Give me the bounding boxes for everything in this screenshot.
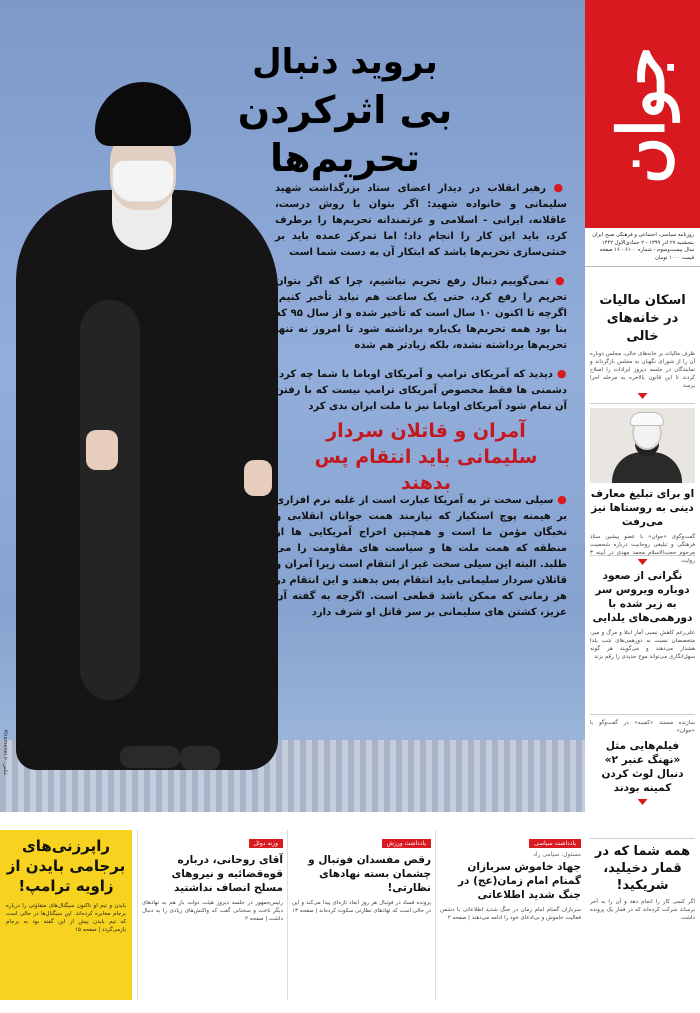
figure-turban [95,82,191,146]
sidebar-story[interactable] [590,719,695,839]
figure-hand-right [244,460,272,496]
hero-paragraph-text: نمی‌گوییم دنبال رفع تحریم نباشیم، چرا که اگر بتوان تحریم را رفع کرد، حتی یک ساعت هم نباید تأخیر کنیم. اگرچه تا اکنون ۱۰ سال است که تأخیر شده و از سال ۹۵ که بنا بود همه تحریم‌ها یک‌باره برداشته شود تا امروز نه تنها تحریم‌ها برداشته نشده، بلکه زیادتر هم شده [275,276,567,351]
paper-info [585,228,700,267]
sub-headline[interactable]: آمران و قاتلان سردار سلیمانی باید انتقام پس بدهند [314,420,538,494]
info-line: پنجشنبه ۲۷ آذر ۱۳۹۹ - ۲ جمادی‌الاول ۱۴۴۲ [601,239,694,246]
bullet-icon: ● [556,367,567,380]
sidebar-story[interactable] [590,843,695,1013]
hero-paragraph [275,273,567,354]
hero-paragraph-text: دیدید که آمریکای ترامپ و آمریکای اوباما با شما چه کرد؛ دشمنی ها فقط مخصوص آمریکای ترامپ نیست که با رفتن آن تمام شود آمریکای اوباما نیز با ملت ایران بدی کرد [275,369,567,412]
bullet-icon: ● [554,274,567,287]
bullet-icon: ● [557,493,568,506]
hero-paragraph-text: رهبر انقلاب در دیدار اعضای ستاد بزرگداشت شهید سلیمانی و خانواده شهید: اگر بتوان با روش درست، عاقلانه، ایرانی - اسلامی و عزتمندانه تحریم‌ها را برطرف کرد، باید این کار را انجام داد؛ اما تمرکز عمده باید بر خنثی‌سازی تحریم‌ها باشد که ابتکار آن به دست شما است [275,183,567,258]
section-tag: یادداشت سیاسی [529,839,581,848]
sidebar-story-title[interactable]: همه شما که در قمار دخیلید، شریکید! [594,844,691,893]
sidebar-story-text: سازنده مستند «کمینه» در گفت‌وگو با «جوان» [590,720,695,734]
info-line: قیمت ۱۰۰۰ تومان [655,254,694,261]
sidebar-story-text: اگر کسی کار را انجام دهد و آن را به آخر برساند شرکت کرده‌اند که در قمار یک پرونده داشت [590,899,695,921]
sidebar [585,288,700,1000]
bottom-story-title[interactable]: جهاد خاموش سربازان گمنام امام زمان(عج) در جنگ شدید اطلاعاتی [458,861,581,901]
masthead [585,0,700,245]
red-marker-icon [638,559,648,565]
sidebar-story-title[interactable]: او برای تبلیغ معارف دینی به روستاها نیز می‌رفت [590,488,695,528]
figure-shoe-left [120,746,180,768]
section-tag: وزنه دوئل [249,839,283,848]
hero-paragraph [275,366,567,415]
main-headline[interactable]: بی اثرکردن تحریم‌ها [237,88,453,180]
figure-hand-left [86,430,118,470]
figure-robe [16,190,278,770]
sidebar-story-text: ظرف مالیات بر خانه‌های خالی، مجلس دوباره آن را از شورای نگهبان به مجلس بازگرداند و نمایندگان در جلسه دیروز ایرادات را اصلاح کردند تا این قانون بالاخره به مرحله اجرا برسد [590,351,695,389]
red-marker-icon [638,799,648,805]
section-tag: یادداشت ورزش [382,839,431,848]
sidebar-story[interactable] [590,292,695,404]
hero-body [275,180,567,427]
yellow-feature-text: بایدن و تیم او تاکنون سیگنال‌های متفاوتی را درباره برجام مخابره کرده‌اند. این سیگنال‌ها در حالی است که تیم بایدن پیش از این گفته بود به برجام بازمی‌گردد | صفحه ۱۵ [6,903,126,933]
figure-shoe-right [180,746,220,770]
hero-paragraph [275,492,567,621]
face-mask [112,160,174,202]
portrait-robe [612,452,682,483]
yellow-feature-title[interactable]: راپرزنی‌های برجامی بایدن از زاویه ترامپ! [6,837,126,895]
bottom-story[interactable] [137,830,287,1000]
sidebar-story-text: علی‌رغم کاهش نسبی آمار ابتلا و مرگ و میر، متخصصان نسبت به دورهمی‌های شب یلدا هشدار می‌دهند و می‌گویند هر گونه سهل‌انگاری می‌تواند موج جدیدی را رقم بزند [590,630,695,660]
sidebar-story-title[interactable]: نگرانی از صعود دوباره ویروس سر به زیر شده با دورهمی‌های یلدایی [592,570,693,624]
bottom-story-title[interactable]: رقص مفسدان فوتبال و چشمان بسته نهادهای نظارتی! [308,854,431,894]
robe-fold [80,300,140,700]
info-line: سال بیست‌وسوم - شماره ۶۱۰۰ - ۱۶ صفحه [599,247,694,253]
main-kicker[interactable]: بروید دنبال [252,42,438,82]
bottom-story-text: رئیس‌جمهور در جلسه دیروز هیئت دولت باز هم به نهادهای دیگر تاخت و سخنانی گفت که واکنش‌های زیادی را به دنبال داشت | صفحه ۲ [142,900,283,922]
photo-caption: عکس: Khamenei.ir [2,730,8,776]
yellow-feature-box[interactable] [0,830,132,1000]
cleric-portrait [590,408,695,483]
red-marker-icon [638,393,648,399]
bottom-story[interactable] [435,830,585,1000]
info-line: روزنامه سیاسی، اجتماعی و فرهنگی صبح ایران [592,232,694,238]
portrait-turban [630,412,664,426]
bullet-icon: ● [553,181,568,194]
author-line: مسئول: سیامی راد [533,851,581,858]
bottom-story-title[interactable]: آقای روحانی، درباره قوه‌قضائیه و نیروهای مسلح انصاف نداشتید [171,854,283,894]
hero-body-bottom [275,492,567,621]
hero-paragraph-text: سیلی سخت تر به آمریکا عبارت است از غلبه نرم افزاری بر هیمنه پوچ استکبار که نیازمند همت جوانان انقلابی و نخبگان مؤمن ما است و همچنین اخراج آمریکایی ها از منطقه که همت ملت ها و سیاست های مقاومت را می طلبد. البته این سیلی سخت غیر از انتقام است زیرا آمران و قاتلان سردار سلیمانی باید انتقام پس بدهند و این انتقام در هر زمانی که ممکن باشد قطعی است. اگرچه به گفته آن عزیز، کشتن های سلیمانی بر سر قاتل او شرف دارد [275,495,567,618]
sidebar-story[interactable] [590,408,695,564]
sidebar-story-title[interactable]: فیلم‌هایی مثل «نهنگ عنبر ۲» دنبال لوث کردن کمینه بودند [601,740,684,794]
sidebar-story[interactable] [590,559,695,715]
bottom-strip [0,830,585,1000]
bottom-story-text: پرونده فساد در فوتبال هر روز ابعاد تازه‌ای پیدا می‌کند و این در حالی است که نهادهای نظارتی سکوت کرده‌اند | صفحه ۱۳ [292,900,431,914]
hero-paragraph [275,180,567,261]
newspaper-logo[interactable]: جوان [604,46,680,184]
main-headline-block [200,38,490,182]
bottom-story-text: سربازان گمنام امام زمان در جنگ شدید اطلاعاتی با دشمن فعالیت خاموش و بی‌ادعای خود را ادامه می‌دهند | صفحه ۲ [440,907,581,921]
sidebar-story-title[interactable]: اسکان مالیات در خانه‌های خالی [599,293,686,344]
sidebar-story-text: گفت‌وگوی «جوان» با عضو پیشین ستاد فرهنگی و تبلیغی روحانیت درباره شخصیت مرحوم حجت‌الاسلام محمد مهدی در آیینه ۳ روایت [590,534,695,564]
bottom-story[interactable] [287,830,435,1000]
